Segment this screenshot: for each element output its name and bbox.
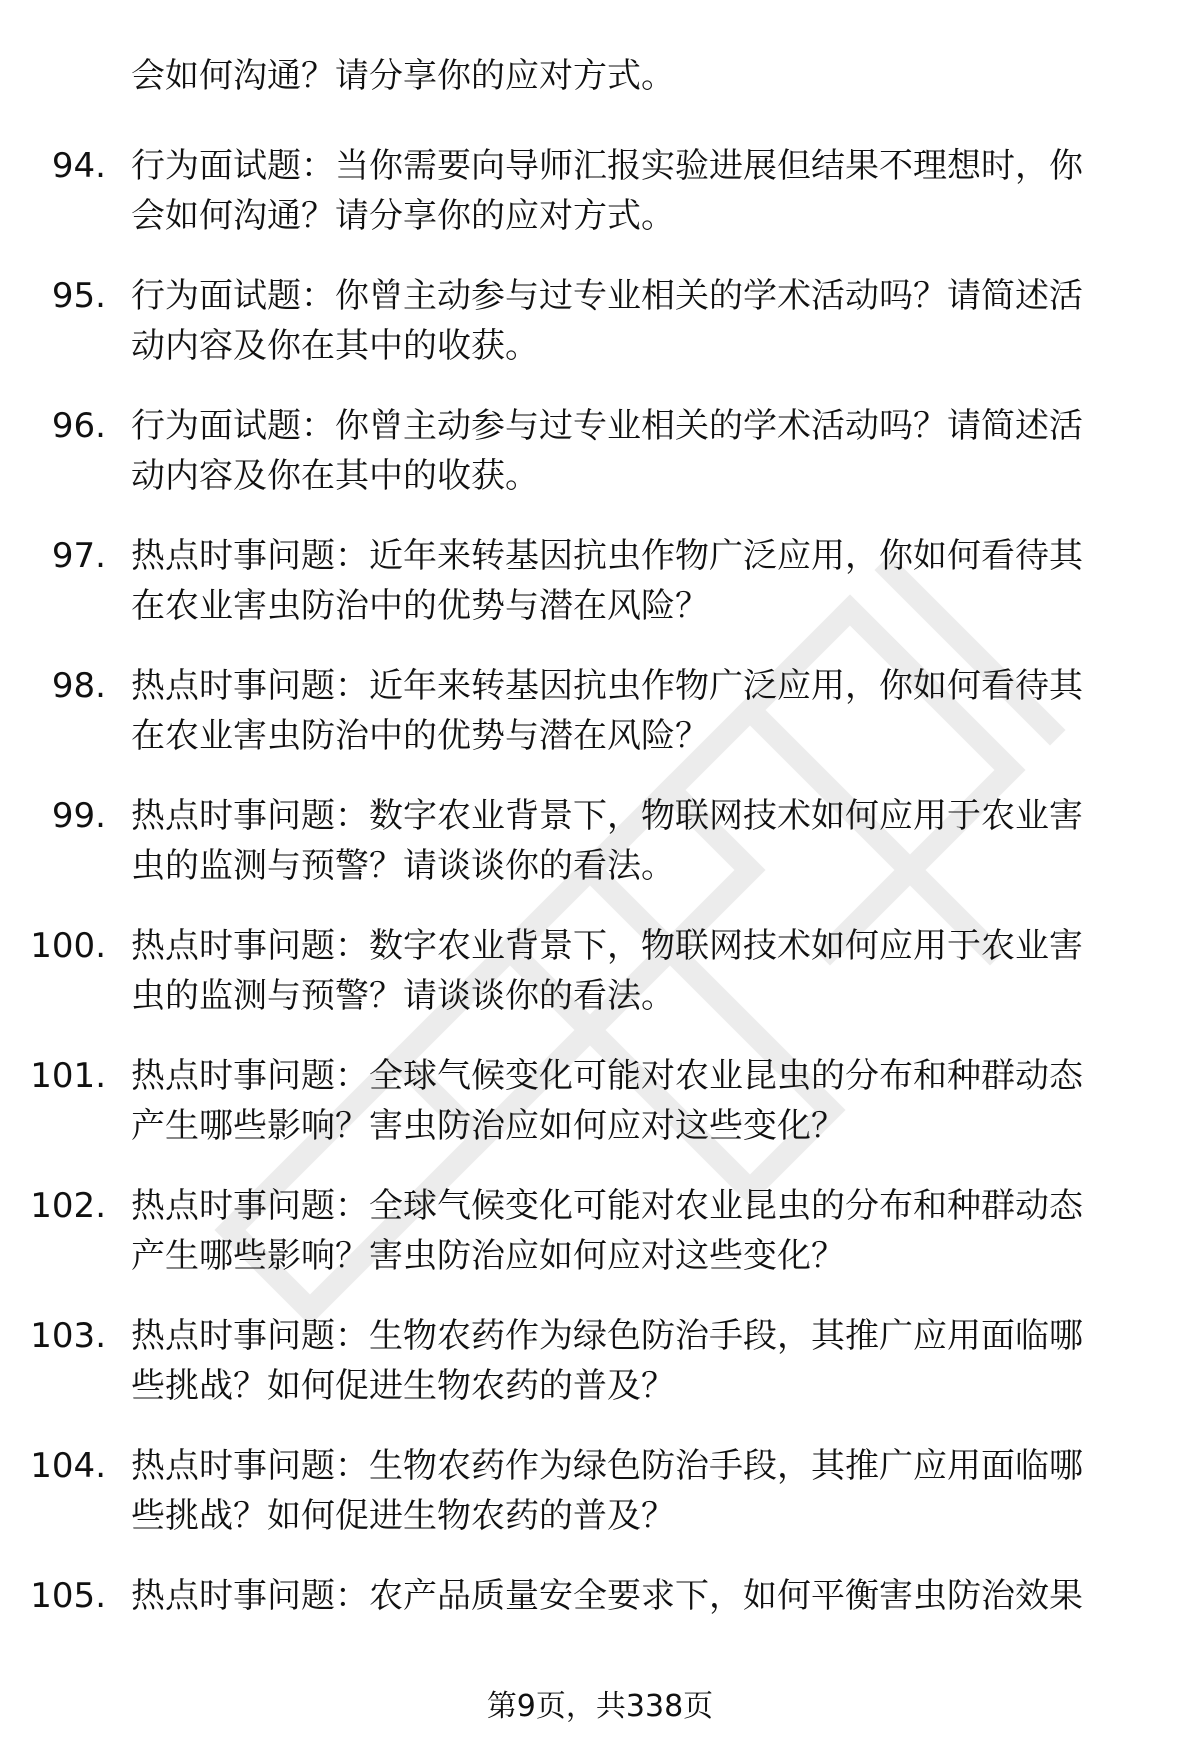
question-text <box>131 408 1141 508</box>
question-number: 96. <box>51 406 106 446</box>
question-line: 在农业害虫防治中的优势与潜在风险？ <box>131 586 709 626</box>
question-text <box>131 1188 1141 1288</box>
question-text <box>131 1318 1141 1418</box>
question-text <box>131 1058 1141 1158</box>
question-line: 些挑战？如何促进生物农药的普及？ <box>131 1366 675 1406</box>
question-text <box>131 928 1141 1028</box>
question-line: 动内容及你在其中的收获。 <box>131 326 539 366</box>
question-line: 热点时事问题：农产品质量安全要求下，如何平衡害虫防治效果 <box>131 1576 1083 1616</box>
question-line: 虫的监测与预警？请谈谈你的看法。 <box>131 976 675 1016</box>
question-line: 些挑战？如何促进生物农药的普及？ <box>131 1496 675 1536</box>
question-line: 热点时事问题：数字农业背景下，物联网技术如何应用于农业害 <box>131 796 1083 836</box>
question-number: 97. <box>51 536 106 576</box>
question-line: 动内容及你在其中的收获。 <box>131 456 539 496</box>
question-text <box>131 278 1141 378</box>
question-line: 热点时事问题：生物农药作为绿色防治手段，其推广应用面临哪 <box>131 1446 1083 1486</box>
question-number: 95. <box>51 276 106 316</box>
page-footer: 第9页，共338页 <box>486 1689 714 1724</box>
question-line: 行为面试题：你曾主动参与过专业相关的学术活动吗？请简述活 <box>131 276 1083 316</box>
question-item <box>0 1448 1200 1578</box>
question-text <box>131 798 1141 898</box>
question-item <box>0 798 1200 928</box>
question-text <box>131 1578 1141 1628</box>
question-number: 100. <box>30 926 106 966</box>
question-item <box>0 1188 1200 1318</box>
question-text <box>131 1448 1141 1548</box>
question-number: 94. <box>51 146 106 186</box>
question-line: 热点时事问题：全球气候变化可能对农业昆虫的分布和种群动态 <box>131 1056 1083 1096</box>
question-item <box>0 928 1200 1058</box>
question-line: 热点时事问题：近年来转基因抗虫作物广泛应用，你如何看待其 <box>131 536 1083 576</box>
question-number: 103. <box>30 1316 106 1356</box>
question-line: 会如何沟通？请分享你的应对方式。 <box>131 196 675 236</box>
question-number: 98. <box>51 666 106 706</box>
question-text <box>131 148 1141 248</box>
question-number: 104. <box>30 1446 106 1486</box>
question-line: 在农业害虫防治中的优势与潜在风险？ <box>131 716 709 756</box>
question-number: 102. <box>30 1186 106 1226</box>
question-number: 105. <box>30 1576 106 1616</box>
question-text <box>131 668 1141 768</box>
question-line: 行为面试题：你曾主动参与过专业相关的学术活动吗？请简述活 <box>131 406 1083 446</box>
question-number: 101. <box>30 1056 106 1096</box>
question-item <box>0 668 1200 798</box>
question-item <box>0 1058 1200 1188</box>
question-item <box>0 538 1200 668</box>
question-item <box>0 148 1200 278</box>
question-line: 热点时事问题：数字农业背景下，物联网技术如何应用于农业害 <box>131 926 1083 966</box>
question-line: 热点时事问题：近年来转基因抗虫作物广泛应用，你如何看待其 <box>131 666 1083 706</box>
question-item <box>0 278 1200 408</box>
continuation-text: 会如何沟通？请分享你的应对方式。 <box>131 56 675 96</box>
question-item <box>0 1318 1200 1448</box>
question-line: 虫的监测与预警？请谈谈你的看法。 <box>131 846 675 886</box>
question-number: 99. <box>51 796 106 836</box>
question-line: 热点时事问题：生物农药作为绿色防治手段，其推广应用面临哪 <box>131 1316 1083 1356</box>
question-line: 产生哪些影响？害虫防治应如何应对这些变化？ <box>131 1236 845 1276</box>
question-text <box>131 538 1141 638</box>
question-line: 行为面试题：当你需要向导师汇报实验进展但结果不理想时，你 <box>131 146 1083 186</box>
question-line: 产生哪些影响？害虫防治应如何应对这些变化？ <box>131 1106 845 1146</box>
question-line: 热点时事问题：全球气候变化可能对农业昆虫的分布和种群动态 <box>131 1186 1083 1226</box>
question-item <box>0 408 1200 538</box>
question-list <box>0 148 1200 1708</box>
